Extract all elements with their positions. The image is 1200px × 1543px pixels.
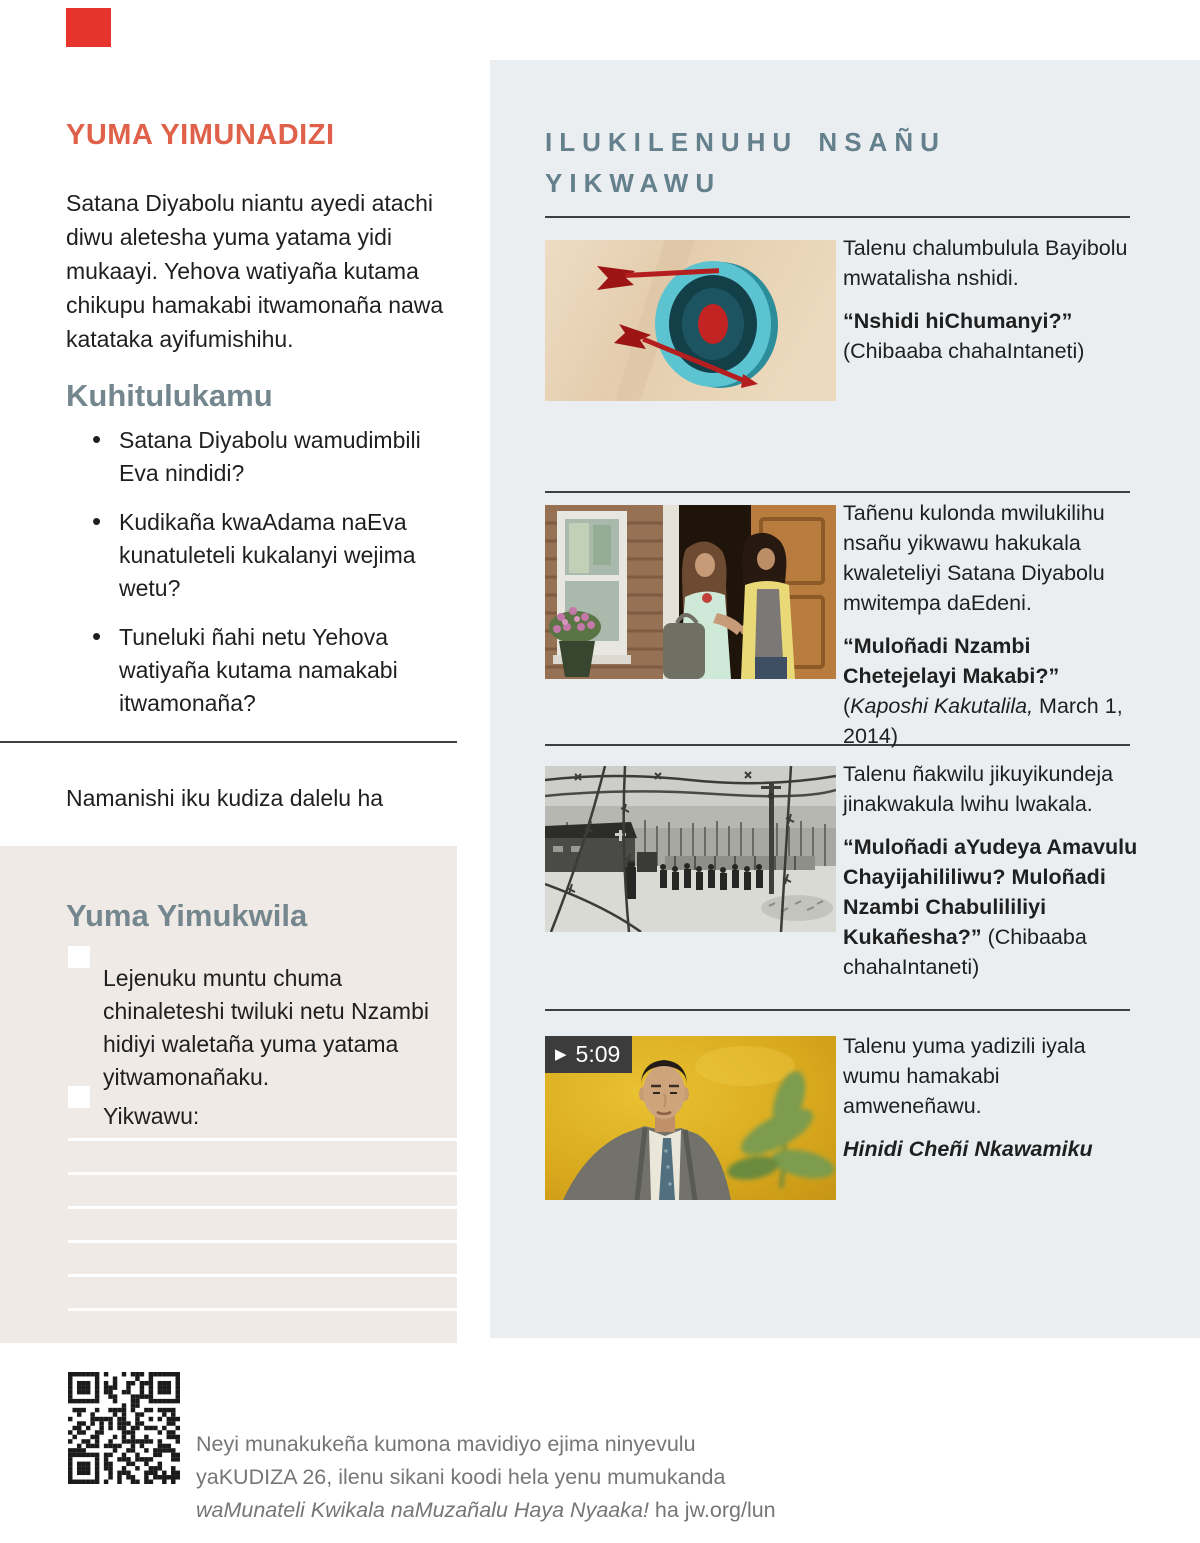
item-description: Tañenu kulonda mwilukilihu nsañu yikwawu hakukala kwaleteliyi Satana Diyabolu mwitempa daEdeni.	[843, 501, 1105, 615]
qr-code	[68, 1372, 180, 1484]
item-reference-source: Kaposhi Kakutalila,	[850, 694, 1034, 718]
item-reference-title: “Muloñadi Nzambi Chetejelayi Makabi?”	[843, 634, 1060, 688]
item-description: Talenu ñakwilu jikuyikundeja jinakwakula lwihu lwakala.	[843, 762, 1114, 816]
write-in-line[interactable]	[68, 1240, 457, 1243]
goal-checkbox[interactable]	[68, 946, 90, 968]
video-duration-badge	[545, 1036, 632, 1073]
review-item-text	[843, 759, 1139, 982]
discussion-bullet-list	[92, 424, 460, 736]
item-reference-note: (Chibaaba chahaIntaneti)	[843, 925, 1087, 979]
play-icon: ▶	[555, 1046, 567, 1063]
lesson-red-square-logo	[66, 8, 111, 47]
video-duration: 5:09	[575, 1041, 621, 1067]
preview-title: YUMA YIMUNADIZI	[66, 119, 335, 152]
target-illustration	[545, 240, 836, 401]
review-section-title: ILUKILENUHU NSAÑU YIKWAWU	[545, 126, 946, 198]
goals-box	[0, 846, 457, 1343]
item-divider-rule	[545, 1009, 1130, 1011]
item-divider-rule	[545, 491, 1130, 493]
write-in-line[interactable]	[68, 1206, 457, 1209]
footer-publication-title: waMunateli Kwikala naMuzañalu Haya Nyaaka!	[196, 1498, 649, 1522]
preview-body: Satana Diyabolu niantu ayedi atachi diwu aletesha yuma yatama yidi mukaayi. Yehova watiyaña kutama chikupu hamakabi itwamonaña nawa katataka ayifumishihu.	[66, 190, 444, 352]
discussion-title: Kuhitulukamu	[66, 377, 273, 413]
discussion-bullet: • Satana Diyabolu wamudimbili Eva nindidi?	[92, 424, 460, 490]
write-in-line[interactable]	[68, 1308, 457, 1311]
item-divider-rule	[545, 216, 1130, 218]
goal-item-label: Lejenuku muntu chuma chinaleteshi twiluki netu Nzambi hidiyi waletaña yuma yatama yitwamonañaku.	[103, 965, 429, 1090]
item-reference-title: “Nshidi hiChumanyi?”	[843, 309, 1073, 333]
footer-note	[196, 1428, 796, 1527]
discussion-bullet: • Kudikaña kwaAdama naEva kunatuleteli kukalanyi wejima wetu?	[92, 506, 460, 605]
write-in-line[interactable]	[68, 1138, 457, 1141]
goals-title: Yuma Yimukwila	[66, 897, 308, 933]
item-reference-note: (Chibaaba chahaIntaneti)	[843, 339, 1085, 363]
item-description: Talenu yuma yadizili iyala wumu hamakabi amweneñawu.	[843, 1034, 1086, 1118]
write-in-line[interactable]	[68, 1172, 457, 1175]
doorway-conversation-photo	[545, 505, 836, 679]
goal-item-label: Yikwawu:	[103, 1103, 200, 1129]
item-description: Talenu chalumbulula Bayibolu mwatalisha nshidi.	[843, 236, 1128, 290]
write-in-line[interactable]	[68, 1274, 457, 1277]
camp-barbed-wire-photo	[545, 766, 836, 932]
goal-checkbox[interactable]	[68, 1086, 90, 1108]
footer-url-line: ha jw.org/lun	[654, 1498, 776, 1522]
item-reference-title: “Muloñadi aYudeya Amavulu Chayijahililiwu? Muloñadi Nzambi Chabulililiyi Kukañesha?”	[843, 835, 1138, 949]
footer-line: Neyi munakukeña kumona mavidiyo ejima ninyevulu	[196, 1432, 696, 1456]
item-video-title: Hinidi Cheñi Nkawamiku	[843, 1137, 1093, 1161]
item-reference-open: (	[843, 694, 851, 718]
left-divider-rule	[0, 741, 457, 743]
item-reference-date: March 1, 2014)	[843, 694, 1123, 748]
footer-line: yaKUDIZA 26, ilenu sikani koodi hela yenu mumukanda	[196, 1465, 726, 1489]
handout-line: Namanishi iku kudiza dalelu ha	[66, 785, 384, 811]
discussion-bullet: • Tuneluki ñahi netu Yehova watiyaña kutama namakabi itwamonaña?	[92, 621, 460, 720]
review-item-text	[843, 233, 1139, 366]
review-item-text	[843, 1031, 1139, 1164]
review-item-text	[843, 498, 1139, 751]
